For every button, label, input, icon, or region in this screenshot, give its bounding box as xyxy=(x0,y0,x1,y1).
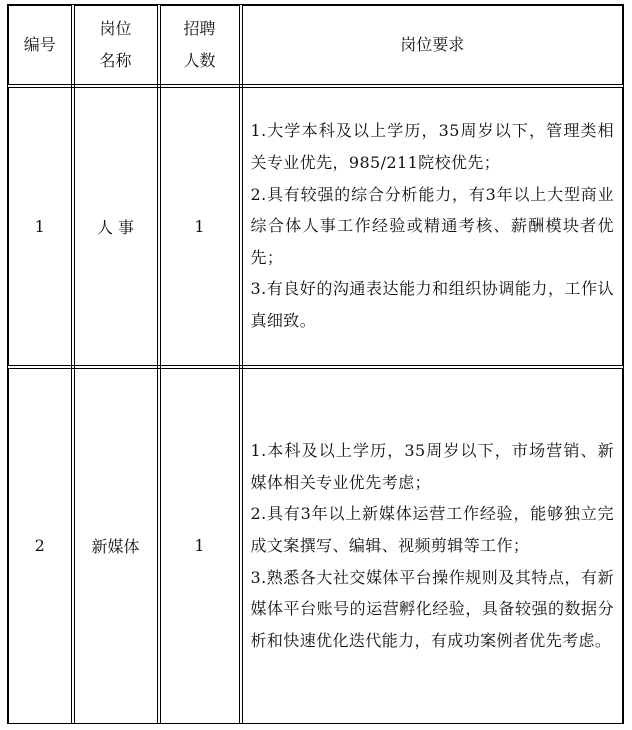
row-position-name: 人 事 xyxy=(73,86,159,367)
row-requirements xyxy=(241,86,623,367)
header-requirements-text: 岗位要求 xyxy=(400,34,465,54)
row-requirements xyxy=(241,367,623,724)
row-no: 2 xyxy=(9,367,73,724)
row-no: 1 xyxy=(9,86,73,367)
table-row xyxy=(9,367,623,724)
header-name-line1: 岗位 xyxy=(99,18,132,38)
header-row xyxy=(9,6,623,86)
requirement-item: 3.有良好的沟通表达能力和组织协调能力，工作认真细致。 xyxy=(250,279,614,330)
table-row xyxy=(9,86,623,367)
header-count-line1: 招聘 xyxy=(183,18,216,38)
header-position-name xyxy=(73,6,159,86)
header-no xyxy=(9,6,73,86)
requirement-item: 3.熟悉各大社交媒体平台操作规则及其特点，有新媒体平台账号的运营孵化经验，具备较强的数据分析和快速优化迭代能力，有成功案例者优先考虑。 xyxy=(250,567,614,650)
requirement-item: 2.具有较强的综合分析能力，有3年以上大型商业综合体人事工作经验或精通考核、薪酬模块者优先； xyxy=(250,184,614,267)
recruitment-table xyxy=(7,4,624,724)
requirement-item: 2.具有3年以上新媒体运营工作经验，能够独立完成文案撰写、编辑、视频剪辑等工作； xyxy=(250,504,614,555)
row-headcount: 1 xyxy=(159,86,241,367)
header-headcount xyxy=(159,6,241,86)
row-position-name: 新媒体 xyxy=(73,367,159,724)
row-headcount: 1 xyxy=(159,367,241,724)
header-count-line2: 人数 xyxy=(183,50,216,70)
requirement-item: 1.本科及以上学历，35周岁以下，市场营销、新媒体相关专业优先考虑； xyxy=(250,441,614,492)
header-name-line2: 名称 xyxy=(99,50,132,70)
positions-table xyxy=(8,5,623,724)
header-requirements xyxy=(241,6,623,86)
requirement-item: 1.大学本科及以上学历，35周岁以下，管理类相关专业优先，985/211院校优先； xyxy=(250,121,614,173)
header-no-text: 编号 xyxy=(23,34,56,54)
